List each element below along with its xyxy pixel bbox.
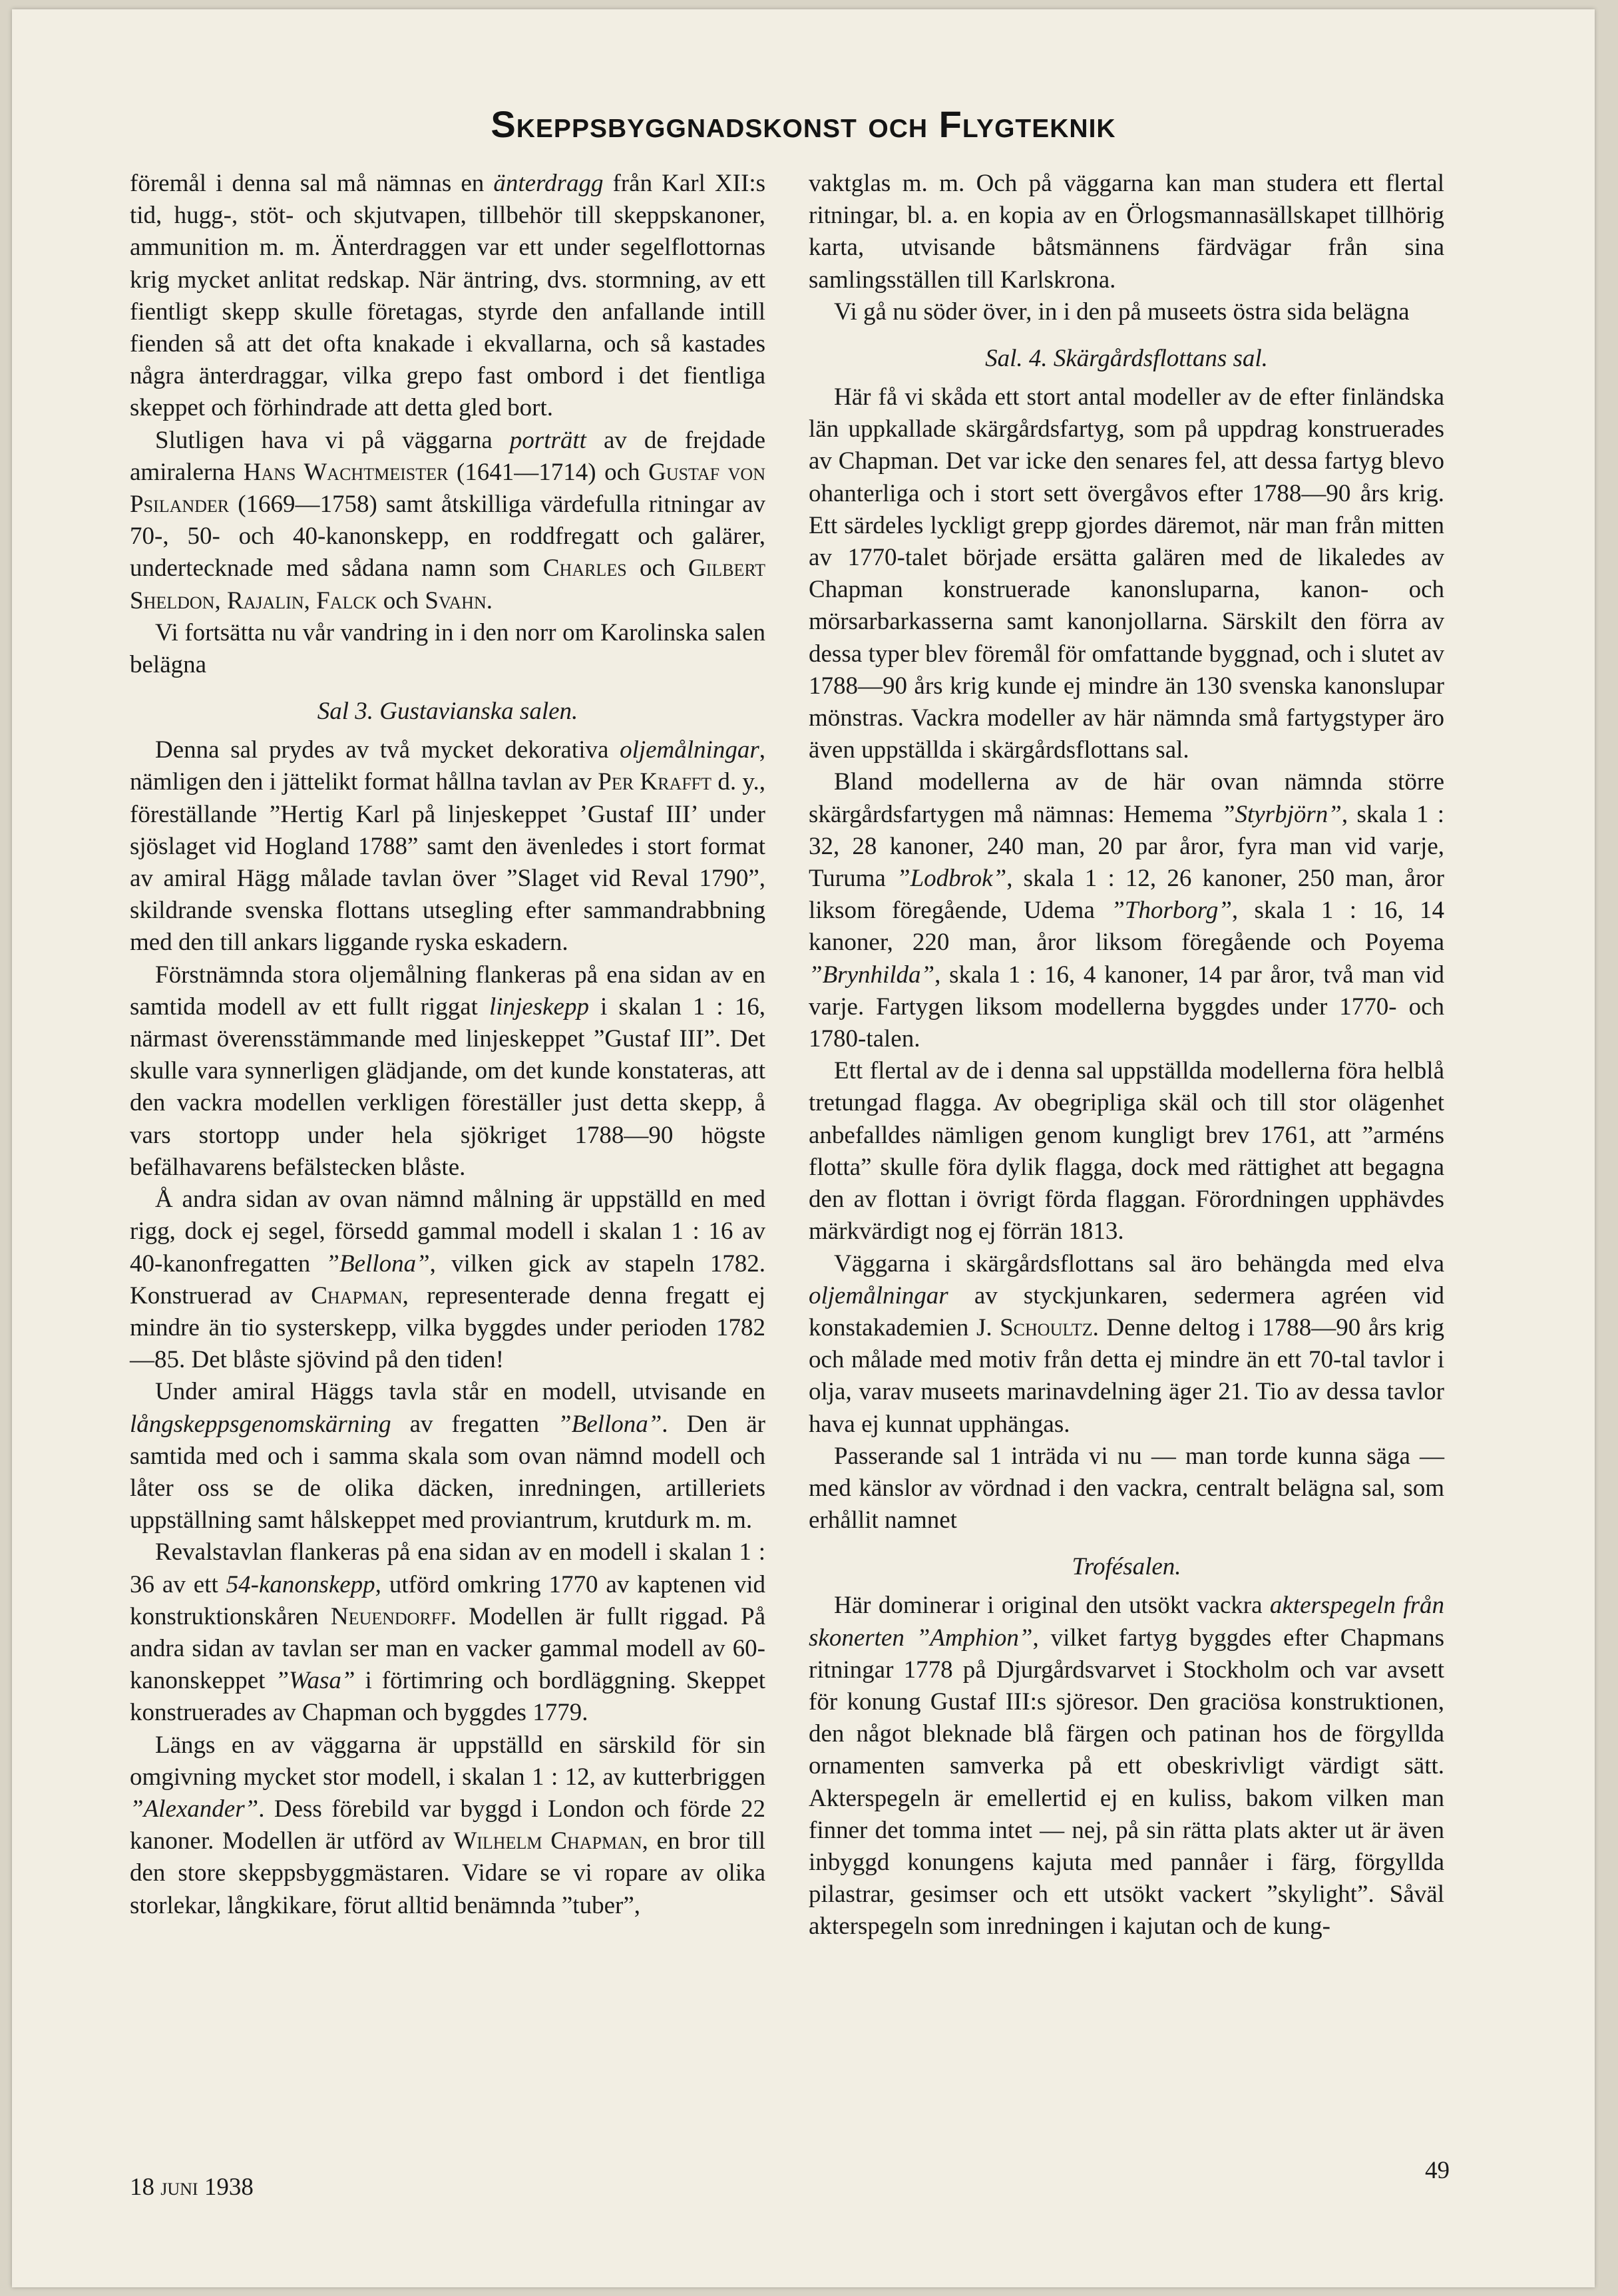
- section-heading-sal-4: Sal. 4. Skärgårdsflottans sal.: [985, 345, 1268, 373]
- section-heading-trofesalen: Trofésalen.: [1072, 1553, 1181, 1581]
- paragraph: Passerande sal 1 inträda vi nu — man torde kunna säga — med känslor av vördnad i den vackra, centralt belägna sal, som erhållit namnet: [809, 1442, 1444, 1534]
- right-column: [809, 168, 1444, 1943]
- paragraph: Här få vi skåda ett stort antal modeller av de efter finländska län uppkallade skärgårdsfartyg, som på uppdrag konstruerades av Chapman. Det var icke den senares fel, att dessa fartyg blevo ohanterliga och i stort sett övergåvos efter 1788—90 års krig. Ett särdeles lyckligt grepp gjordes däremot, när man från mitten av 1770-talet började ersätta galären med de likaledes av Chapman konstruerade kanonsluparna, kanon- och mörsarbarkasserna samt kanonjollarna. Särskilt den förra av dessa typer blev föremål för omfattande byggnad, och i slutet av 1788—90 års krig kunde ej mindre än 130 svenska kanonslupar mönstras. Vackra modeller av här nämnda små fartygstyper äro även uppställda i skärgårdsflottans sal.: [809, 383, 1444, 764]
- paragraph: Här dominerar i original den utsökt vackra akterspegeln från skonerten ”Amphion”, vilket fartyg byggdes efter Chapmans ritningar 1778 på Djurgårdsvarvet i Stockholm och var avsett för konung Gustaf III:s sjöresor. Den graciösa konstruktionen, den något bleknade blå färgen och patinan hos de förgyllda ornamenten samverka på ett obeskrivligt värdigt sätt. Akterspegeln är emellertid ej en kuliss, bakom vilken man finner det tomma intet — nej, på sin rätta plats akter ut är även inbyggd konungens kajuta med pannåer i färg, förgyllda pilastrar, gesimser och ett utsökt vackert ”skylight”. Såväl akterspegeln som inredningen i kajutan och de kung-: [809, 1592, 1444, 1941]
- issue-date: 18 juni 1938: [130, 2174, 254, 2201]
- left-column: [130, 168, 765, 1922]
- paragraph: vaktglas m. m. Och på väggarna kan man studera ett flertal ritningar, bl. a. en kopia av en Örlogsmannasällskapet tillhörig karta, utvisande båtsmännens färdvägar från sina samlingsställen till Karlskrona.: [809, 170, 1444, 294]
- paragraph: Väggarna i skärgårdsflottans sal äro behängda med elva oljemålningar av styckjunkaren, sedermera agréen vid konstakademien J. Schoultz. Denne deltog i 1788—90 års krig och målade med motiv från detta ej mindre än ett 70-tal tavlor i olja, varav museets marinavdelning äger 21. Tio av dessa tavlor hava ej kunnat upphängas.: [809, 1250, 1445, 1438]
- paragraph: Förstnämnda stora oljemålning flankeras på ena sidan av en samtida modell av ett fullt riggat linjeskepp i skalan 1 : 16, närmast överensstämmande med linjeskeppet ”Gustaf III”. Det skulle vara synnerligen glädjande, om det kunde konstateras, att den vackra modellen verkligen föreställer just detta skepp, å vars stortopp under hela sjökriget 1788—90 högste befälhavarens befälstecken blåste.: [130, 961, 765, 1181]
- paragraph: Å andra sidan av ovan nämnd målning är uppställd en med rigg, dock ej segel, försedd gammal modell i skalan 1 : 16 av 40-kanonfregatten ”Bellona”, vilken gick av stapeln 1782. Konstruerad av Chapman, representerade denna fregatt ej mindre än tio systerskepp, vilka byggdes under perioden 1782—85. Det blåste sjövind på den tiden!: [130, 1186, 765, 1374]
- paragraph: föremål i denna sal må nämnas en änterdragg från Karl XII:s tid, hugg-, stöt- och skjutvapen, tillbehör till skeppskanoner, ammunition m. m. Änterdraggen var ett under segelflottornas krig mycket anlitat redskap. När äntring, dvs. stormning, av ett fientligt skepp skulle företagas, styrde den anfallande intill fienden så att det ofta knakade i ekvallarna, och så kastades några änterdraggar, vilka grepo fast ombord i det fientliga skeppet och förhindrade att detta gled bort.: [130, 170, 765, 422]
- page-number: 49: [1425, 2157, 1450, 2184]
- section-heading-sal-3: Sal 3. Gustavianska salen.: [317, 698, 578, 726]
- paragraph: Denna sal prydes av två mycket dekorativa oljemålningar, nämligen den i jättelikt format hållna tavlan av Per Krafft d. y., föreställande ”Hertig Karl på linjeskeppet ’Gustaf III’ under sjöslaget vid Hogland 1788” samt den ävenledes i stort format av amiral Hägg målade tavlan över ”Slaget vid Reval 1790”, skildrande svenska flottans utsegling efter sammandrabbning med den till ankars liggande ryska eskadern.: [130, 736, 766, 957]
- paragraph: Revalstavlan flankeras på ena sidan av en modell i skalan 1 : 36 av ett 54-kanonskepp, utförd omkring 1770 av kaptenen vid konstruktionskåren Neuendorff. Modellen är fullt riggad. På andra sidan av tavlan ser man en vacker gammal modell av 60-kanonskeppet ”Wasa” i förtimring och bordläggning. Skeppet konstruerades av Chapman och byggdes 1779.: [130, 1538, 766, 1727]
- paragraph: Slutligen hava vi på väggarna porträtt av de frejdade amiralerna Hans Wachtmeister (1641—1714) och Gustaf von Psilander (1669—1758) samt åtskilliga värdefulla ritningar av 70-, 50- och 40-kanonskepp, en roddfregatt och galärer, undertecknade med sådana namn som Charles och Gilbert Sheldon, Rajalin, Falck och Svahn.: [130, 426, 765, 614]
- journal-page: [12, 9, 1595, 2287]
- paragraph: Under amiral Häggs tavla står en modell, utvisande en långskeppsgenomskärning av fregatten ”Bellona”. Den är samtida med och i samma skala som ovan nämnd modell och låter oss se de olika däcken, inredningen, artilleriets uppställning samt hålskeppet med proviantrum, krutdurk m. m.: [130, 1378, 765, 1534]
- paragraph: Ett flertal av de i denna sal uppställda modellerna föra helblå tretungad flagga. Av obegripliga skäl och till stor olägenhet anbefalldes nämligen genom kungligt brev 1761, att ”arméns flotta” skulle föra dylik flagga, dock med rättighet att begagna den av flottan i övrigt förda flaggan. Förordningen upphävdes märkvärdigt nog ej förrän 1813.: [809, 1057, 1444, 1246]
- paragraph: Längs en av väggarna är uppställd en särskild för sin omgivning mycket stor modell, i skalan 1 : 12, av kutterbriggen ”Alexander”. Dess förebild var byggd i London och förde 22 kanoner. Modellen är utförd av Wilhelm Chapman, en bror till den store skeppsbyggmästaren. Vidare se vi ropare av olika storlekar, långkikare, förut alltid benämnda ”tuber”,: [130, 1731, 765, 1919]
- paragraph: Bland modellerna av de här ovan nämnda större skärgårdsfartygen må nämnas: Hemema ”Styrbjörn”, skala 1 : 32, 28 kanoner, 240 man, 20 par åror, fyra man vid varje, Turuma ”Lodbrok”, skala 1 : 12, 26 kanoner, 250 man, åror liksom föregående, Udema ”Thorborg”, skala 1 : 16, 14 kanoner, 220 man, åror liksom föregående och Poyema ”Brynhilda”, skala 1 : 16, 4 kanoner, 14 par åror, två man vid varje. Fartygen liksom modellerna byggdes under 1770- och 1780-talen.: [809, 768, 1444, 1053]
- running-header: Skeppsbyggnadskonst och Flygteknik: [491, 103, 1116, 145]
- paragraph: Vi gå nu söder över, in i den på museets östra sida belägna: [834, 298, 1410, 326]
- paragraph: Vi fortsätta nu vår vandring in i den norr om Karolinska salen belägna: [130, 618, 765, 679]
